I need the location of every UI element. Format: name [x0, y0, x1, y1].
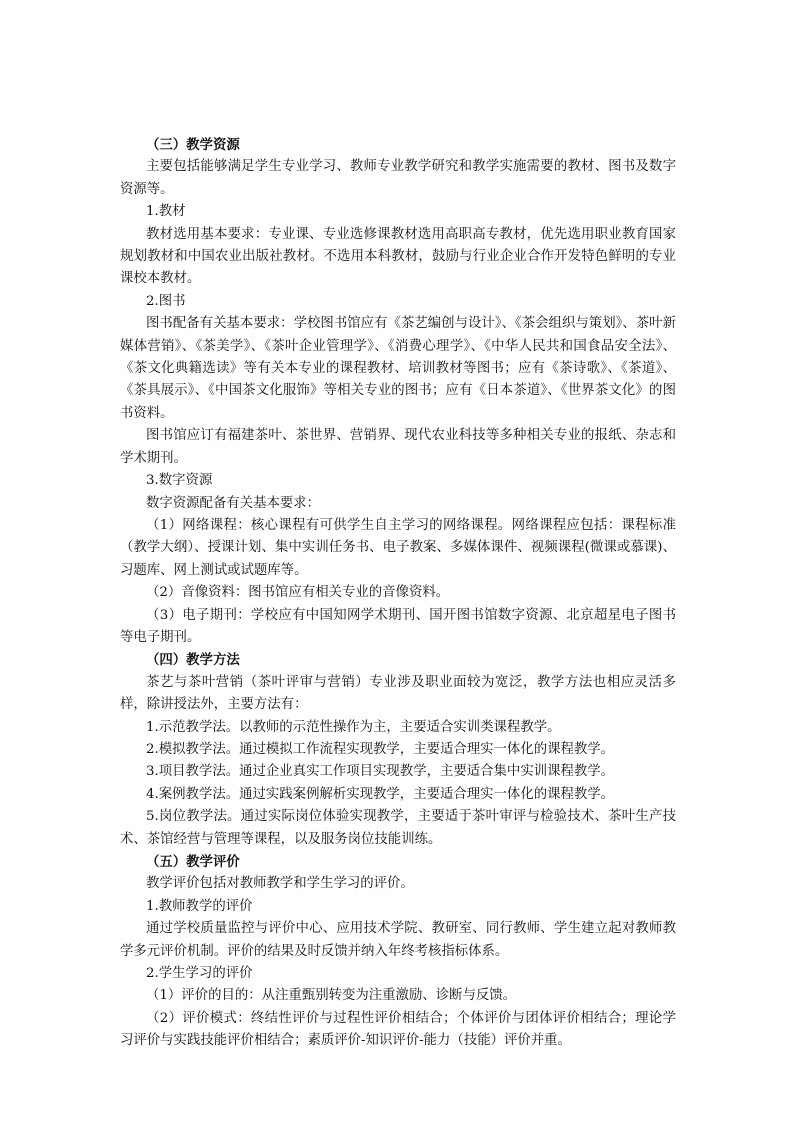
list-item: （2）评价模式：终结性评价与过程性评价相结合；个体评价与团体评价相结合；理论学习评价与实践技能评价相结合；素质评价-知识评价-能力（技能）评价并重。	[120, 1010, 676, 1049]
section-heading-teaching-resources: （三）教学资源	[146, 137, 240, 153]
paragraph: 图书配备有关基本要求：学校图书馆应有《茶艺编创与设计》、《茶会组织与策划》、茶叶新媒体营销》、《茶美学》、《茶叶企业管理学》、《消费心理学》、《中华人民共和国食品安全法》、《茶文化典籍选读》等有关本专业的课程教材、培训教材等图书；应有《茶诗歌》、《茶道》、《茶具展示》、《中国茶文化服饰》等相关专业的图书；应有《日本茶道》、《世界茶文化》的图书资料。	[120, 316, 676, 421]
document-body	[120, 134, 676, 1053]
list-item: 5.岗位教学法。通过实际岗位体验实现教学，主要适于茶叶审评与检验技术、茶叶生产技术、茶馆经营与管理等课程，以及服务岗位技能训练。	[120, 809, 676, 847]
list-item: （1）评价的目的：从注重甄别转变为注重激励、诊断与反馈。	[146, 988, 517, 1004]
list-item: 3.项目教学法。通过企业真实工作项目实现教学，主要适合集中实训课程教学。	[146, 764, 615, 780]
subheading-textbooks: 1.教材	[146, 204, 186, 220]
section-heading-teaching-evaluation: （五）教学评价	[146, 854, 240, 870]
subheading-books: 2.图书	[146, 293, 186, 309]
paragraph: 数字资源配备有关基本要求：	[146, 495, 321, 511]
list-item: （3）电子期刊：学校应有中国知网学术期刊、国开图书馆数字资源、北京超星电子图书等电子期刊。	[120, 607, 676, 645]
list-item: （2）音像资料：图书馆应有相关专业的音像资料。	[146, 585, 450, 601]
list-item: 4.案例教学法。通过实践案例解析实现教学，主要适合理实一体化的课程教学。	[146, 786, 615, 802]
paragraph: 教学评价包括对教师教学和学生学习的评价。	[146, 876, 414, 892]
paragraph: 通过学校质量监控与评价中心、应用技术学院、教研室、同行教师、学生建立起对教师教学多元评价机制。评价的结果及时反馈并纳入年终考核指标体系。	[120, 921, 676, 959]
subheading-digital-resources: 3.数字资源	[146, 473, 213, 489]
paragraph: 教材选用基本要求：专业课、专业选修课教材选用高职高专教材，优先选用职业教育国家规划教材和中国农业出版社教材。不选用本科教材，鼓励与行业企业合作开发特色鲜明的专业课校本教材。	[120, 226, 676, 287]
paragraph: 茶艺与茶叶营销（茶叶评审与营销）专业涉及职业面较为宽泛，教学方法也相应灵活多样，除讲授法外，主要方法有：	[120, 674, 676, 713]
section-heading-teaching-methods: （四）教学方法	[146, 652, 240, 669]
list-item: 2.模拟教学法。通过模拟工作流程实现教学，主要适合理实一体化的课程教学。	[146, 741, 615, 757]
paragraph: 主要包括能够满足学生专业学习、教师专业教学研究和教学实施需要的教材、图书及数字资源等。	[120, 159, 676, 197]
subheading-student-evaluation: 2.学生学习的评价	[146, 966, 253, 982]
subheading-teacher-evaluation: 1.教师教学的评价	[146, 898, 253, 914]
paragraph: 图书馆应订有福建茶叶、茶世界、营销界、现代农业科技等多种相关专业的报纸、杂志和学术期刊。	[120, 428, 676, 466]
list-item: 1.示范教学法。以教师的示范性操作为主，主要适合实训类课程教学。	[146, 719, 561, 735]
list-item: （1）网络课程：核心课程有可供学生自主学习的网络课程。网络课程应包括：课程标准（教学大纲）、授课计划、集中实训任务书、电子教案、多媒体课件、视频课程(微课或慕课)、习题库、网上测试或试题库等。	[120, 517, 676, 578]
